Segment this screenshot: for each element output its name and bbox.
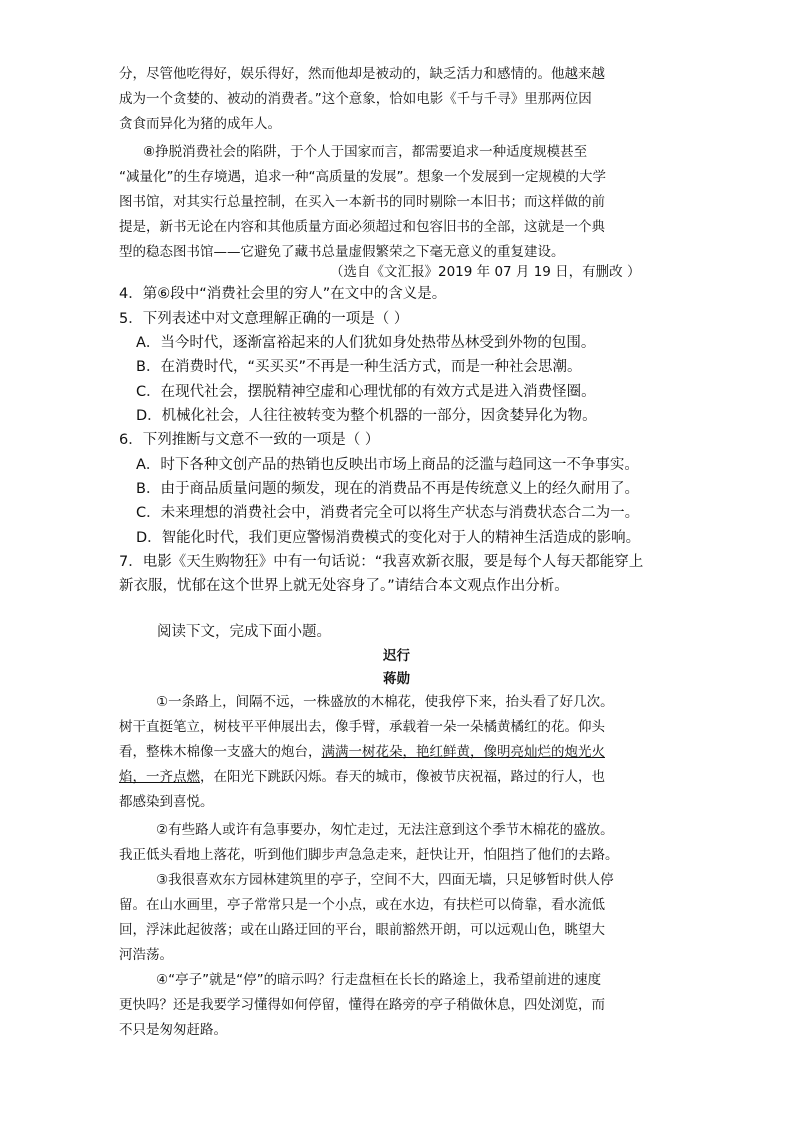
paragraph-3: ③我很喜欢东方园林建筑里的亭子，空间不大，四面无墙，只足够暂时供人停 [156,872,614,888]
question-6-option-d: D．智能化时代，我们更应警惕消费模式的变化对于人的精神生活造成的影响。 [136,530,641,546]
question-6-option-b: B．由于商品质量问题的频发，现在的消费品不再是传统意义上的经久耐用了。 [136,481,639,497]
passage-line: 型的稳态图书馆——它避免了藏书总量虚假繁荣之下毫无意义的重复建设。 [119,244,565,260]
passage-line: “减量化”的生存境遇，追求一种“高质量的发展”。想象一个发展到一定规模的大学 [119,169,606,185]
passage-source: （选自《文汇报》2019 年 07 月 19 日，有删改 ） [330,264,641,280]
paragraph-1-line: 焰，一齐点燃，在阳光下跳跃闪烁。春天的城市，像被节庆祝福，路过的行人，也 [119,769,605,785]
underlined-sentence: 焰，一齐点燃 [119,769,200,785]
paragraph-3-line: 河浩荡。 [119,947,173,963]
question-5-option-a: A．当今时代，逐渐富裕起来的人们犹如身处热带丛林受到外物的包围。 [136,335,596,351]
passage-line: 提是，新书无论在内容和其他质量方面必须超过和包容旧书的全部，这就是一个典 [119,219,605,235]
paragraph-2: ②有些路人或许有急事要办，匆忙走过，无法注意到这个季节木棉花的盛放。 [156,822,614,838]
passage-line: 分，尽管他吃得好，娱乐得好，然而他却是被动的，缺乏活力和感情的。他越来越 [119,66,605,82]
question-4: 4．第⑥段中“消费社会里的穷人”在文中的含义是。 [119,286,447,302]
question-7: 新衣服，忧郁在这个世界上就无处容身了。”请结合本文观点作出分析。 [119,578,569,594]
paragraph-3-line: 回，浮沫此起彼落；或在山路迂回的平台，眼前豁然开朗，可以远观山色，眺望大 [119,922,605,938]
question-6-option-a: A．时下各种文创产品的热销也反映出市场上商品的泛滥与趋同这一不争事实。 [136,457,639,473]
question-5: 5．下列表述中对文意理解正确的一项是（ ） [119,311,409,327]
question-5-option-d: D．机械化社会，人往往被转变为整个机器的一部分，因贪婪异化为物。 [136,408,597,424]
question-6-option-c: C．未来理想的消费社会中，消费者完全可以将生产状态与消费状态合二为一。 [136,505,640,521]
paragraph-1-line: 都感染到喜悦。 [119,794,214,810]
paragraph-4-line: 更快吗？还是我要学习懂得如何停留，懂得在路旁的亭子稍做休息，四处浏览，而 [119,997,605,1013]
paragraph-1: ①一条路上，间隔不远，一株盛放的木棉花，使我停下来，抬头看了好几次。 [156,694,614,710]
reading-intro: 阅读下文，完成下面小题。 [157,624,331,640]
paragraph-4-line: 不只是匆匆赶路。 [119,1022,227,1038]
article-author: 蒋勋 [383,671,410,687]
passage-line: 图书馆，对其实行总量控制，在买入一本新书的同时剔除一本旧书；而这样做的前 [119,194,605,210]
paragraph-1-line: 树干直挺笔立，树枝平平伸展出去，像手臂，承载着一朵一朵橘黄橘红的花。仰头 [119,719,605,735]
question-5-option-b: B．在消费时代，“买买买”不再是一种生活方式，而是一种社会思潮。 [136,359,582,375]
passage-line: ⑧挣脱消费社会的陷阱，于个人于国家而言，都需要追求一种适度规模甚至 [143,144,588,160]
paragraph-3-line: 留。在山水画里，亭子常常只是一个小点，或在水边，有扶栏可以倚靠，看水流低 [119,897,605,913]
article-title: 迟行 [383,648,410,664]
question-6: 6．下列推断与文意不一致的一项是（ ） [119,432,380,448]
passage-line: 成为一个贪婪的、被动的消费者。”这个意象，恰如电影《千与千寻》里那两位因 [119,91,592,107]
paragraph-marker: ① [156,694,169,710]
paragraph-1-line: 看，整株木棉像一支盛大的炮台，满满一树花朵，艳红鲜黄，像明亮灿烂的炮光火 [119,744,605,760]
underlined-sentence: 满满一树花朵，艳红鲜黄，像明亮灿烂的炮光火 [321,744,605,760]
passage-line: 贪食而异化为猪的成年人。 [119,116,281,132]
paragraph-4: ④“亭子”就是“停”的暗示吗？行走盘桓在长长的路途上，我希望前进的速度 [156,972,602,988]
question-7: 7．电影《天生购物狂》中有一句话说：“我喜欢新衣服，要是每个人每天都能穿上 [119,554,644,570]
paragraph-2-line: 我正低头看地上落花，听到他们脚步声急急走来，赶快让开，怕阻挡了他们的去路。 [119,847,619,863]
question-5-option-c: C．在现代社会，摆脱精神空虚和心理忧郁的有效方式是进入消费怪圈。 [136,384,596,400]
